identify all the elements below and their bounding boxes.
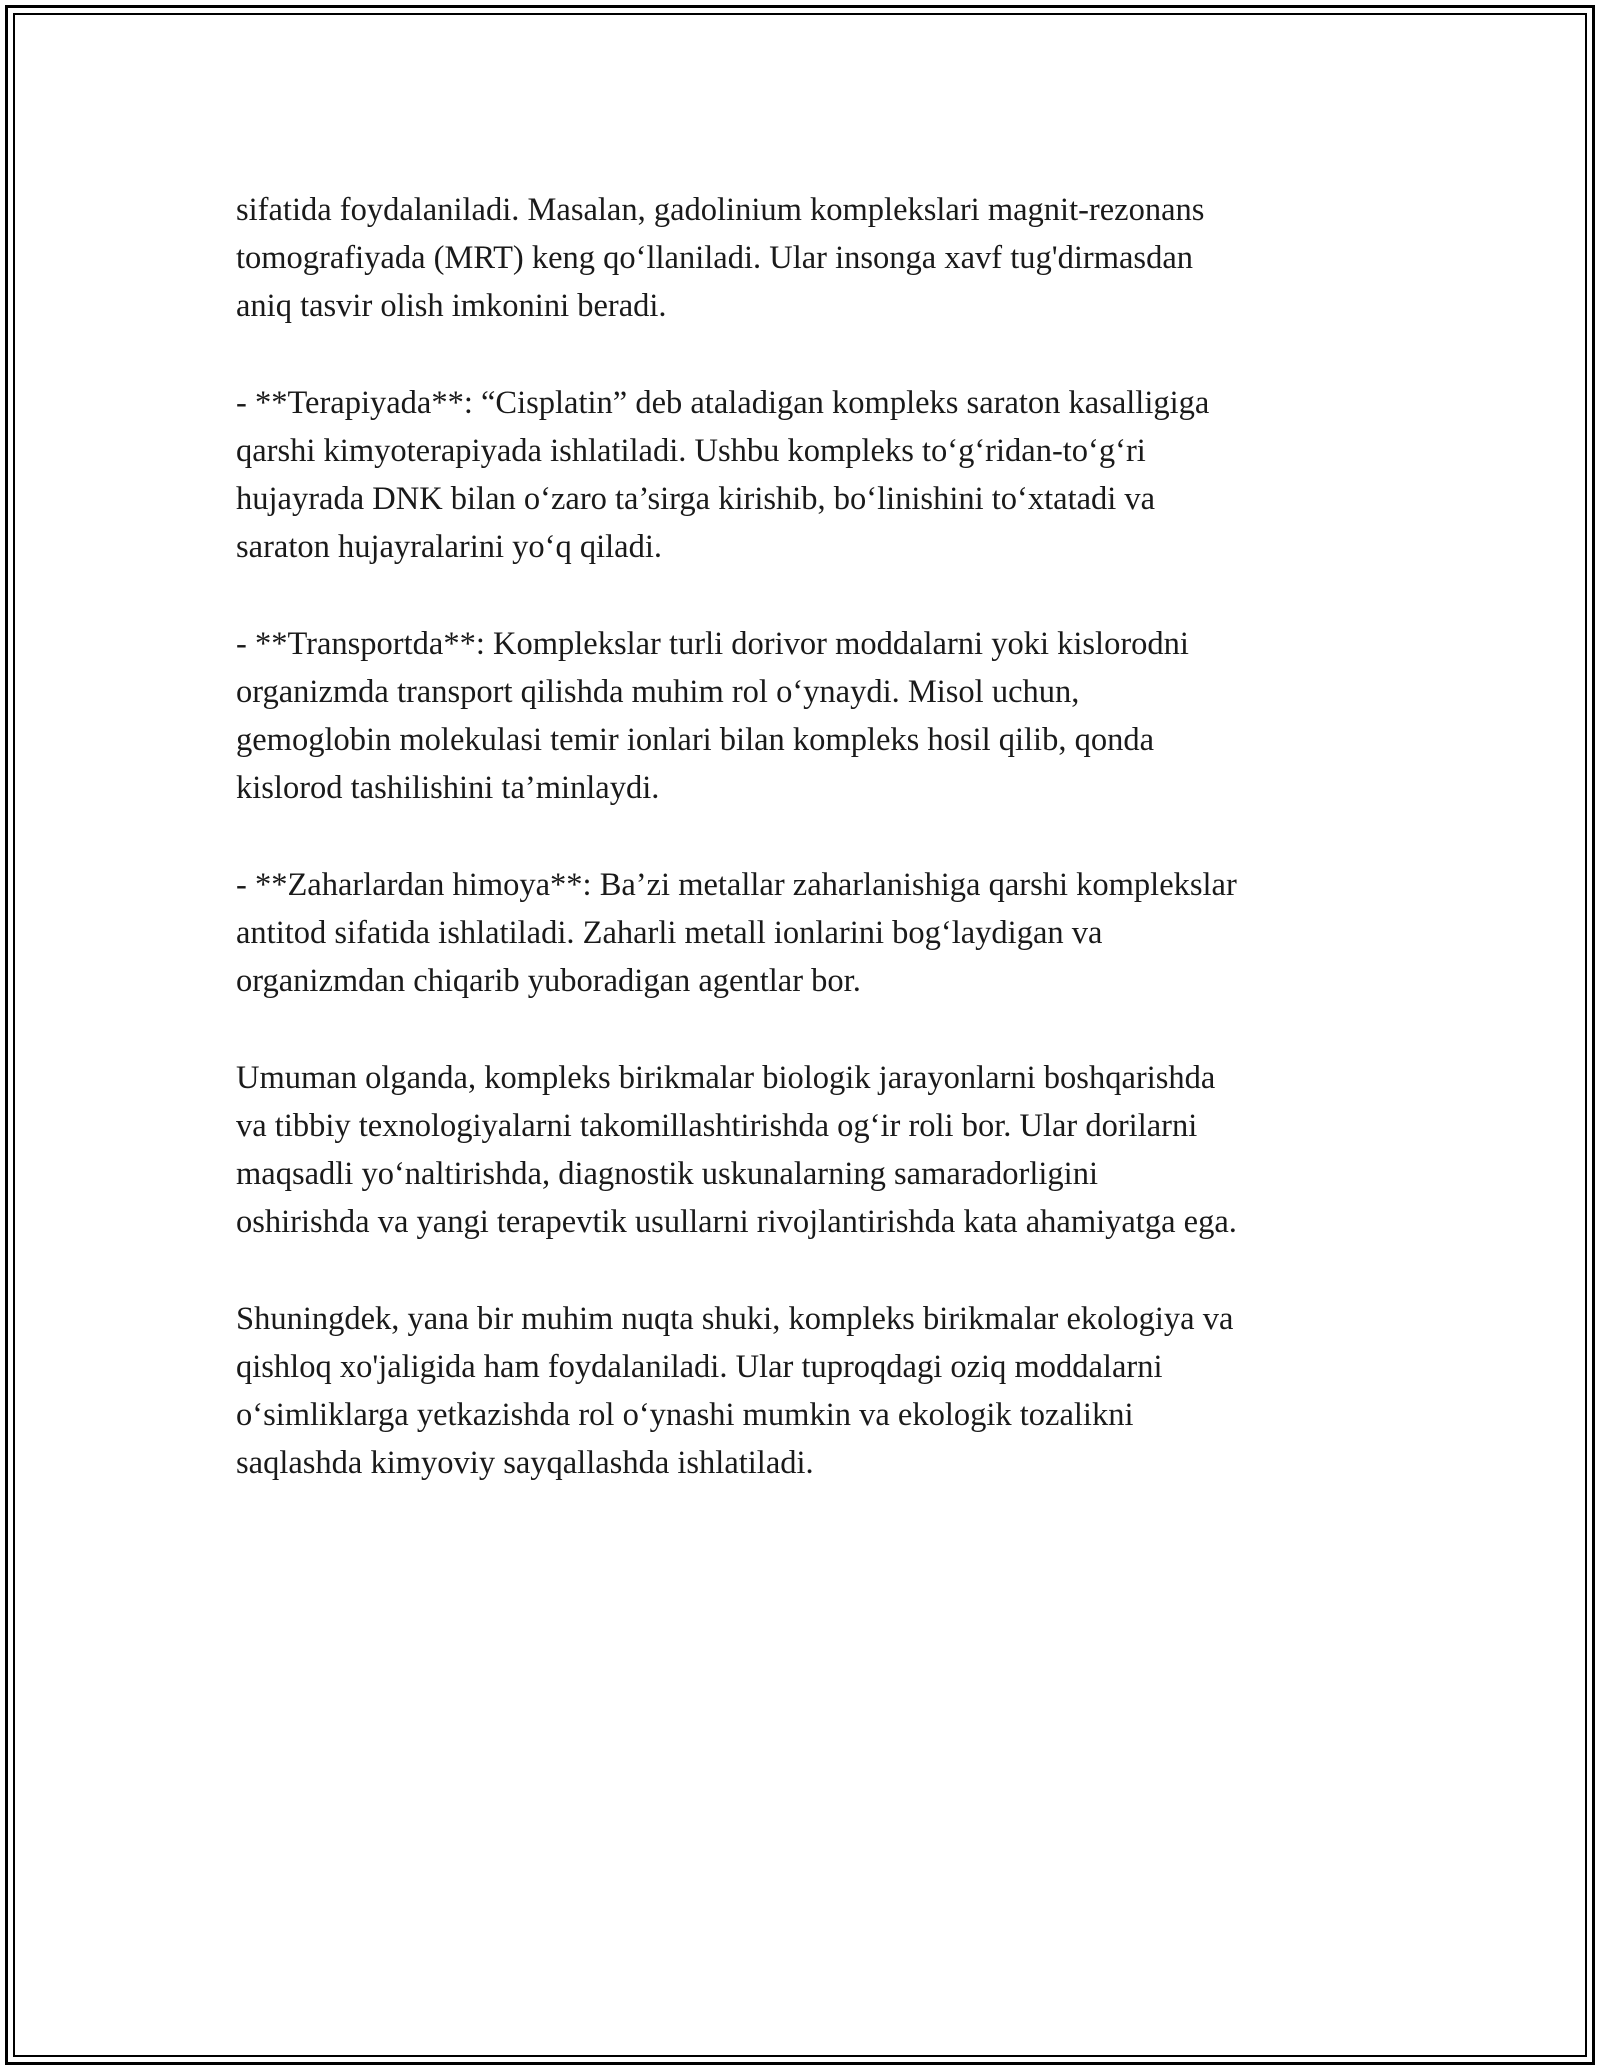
text-line: - **Transportda**: Komplekslar turli dorivor moddalarni yoki kislorodni — [236, 625, 1189, 662]
text-line: saqlashda kimyoviy sayqallashda ishlatiladi. — [236, 1445, 814, 1482]
text-line: Umuman olganda, kompleks birikmalar biologik jarayonlarni boshqarishda — [236, 1059, 1216, 1096]
text-line: qarshi kimyoterapiyada ishlatiladi. Ushbu kompleks to‘g‘ridan-to‘g‘ri — [236, 433, 1146, 469]
text-line: kislorod tashilishini ta’minlaydi. — [236, 770, 660, 807]
text-line: hujayrada DNK bilan o‘zaro ta’sirga kirishib, bo‘linishini to‘xtatadi va — [236, 481, 1156, 518]
text-line: antitod sifatida ishlatiladi. Zaharli metall ionlarini bog‘laydigan va — [236, 915, 1103, 951]
text-line: va tibbiy texnologiyalarni takomillashtirishda og‘ir roli bor. Ular dorilarni — [236, 1107, 1198, 1144]
text-line: organizmda transport qilishda muhim rol o‘ynaydi. Misol uchun, — [236, 674, 1080, 710]
paragraph-poison-protection — [236, 861, 1376, 1006]
text-line: - **Zaharlardan himoya**: Ba’zi metallar zaharlanishiga qarshi komplekslar — [236, 866, 1237, 903]
text-line: tomografiyada (MRT) keng qo‘llaniladi. Ular insonga xavf tug'dirmasdan — [236, 240, 1193, 277]
text-line: o‘simliklarga yetkazishda rol o‘ynashi mumkin va ekologik tozalikni — [236, 1397, 1134, 1433]
text-line: Shuningdek, yana bir muhim nuqta shuki, kompleks birikmalar ekologiya va — [236, 1300, 1234, 1337]
text-line: gemoglobin molekulasi temir ionlari bilan kompleks hosil qilib, qonda — [236, 722, 1155, 759]
text-line: - **Terapiyada**: “Cisplatin” deb ataladigan kompleks saraton kasalligiga — [236, 384, 1210, 421]
text-line: sifatida foydalaniladi. Masalan, gadolinium komplekslari magnit-rezonans — [236, 192, 1205, 228]
paragraph-transport — [236, 620, 1376, 813]
text-line: qishloq xo'jaligida ham foydalaniladi. Ular tuproqdagi oziq moddalarni — [236, 1348, 1163, 1385]
paragraph-summary — [236, 1054, 1376, 1247]
text-line: aniq tasvir olish imkonini beradi. — [236, 288, 667, 325]
text-line: maqsadli yo‘naltirishda, diagnostik uskunalarning samaradorligini — [236, 1156, 1098, 1192]
paragraph-therapy — [236, 379, 1376, 572]
text-line: organizmdan chiqarib yuboradigan agentlar bor. — [236, 963, 861, 1000]
text-line: oshirishda va yangi terapevtik usullarni rivojlantirishda kata ahamiyatga ega. — [236, 1204, 1237, 1241]
text-line: saraton hujayralarini yo‘q qiladi. — [236, 529, 662, 566]
document-body — [236, 186, 1376, 1536]
paragraph-mrt-usage — [236, 186, 1376, 331]
paragraph-ecology — [236, 1295, 1376, 1488]
